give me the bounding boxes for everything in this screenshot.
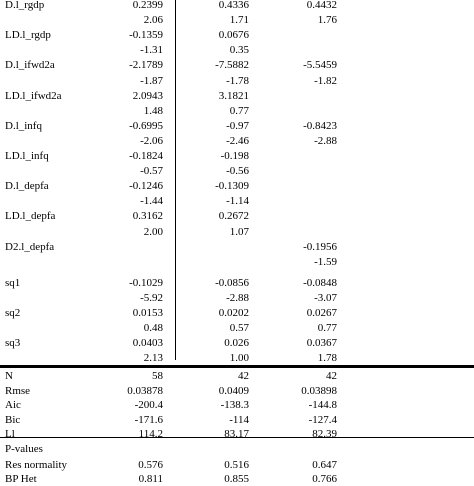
row-label: sq1: [5, 276, 21, 289]
cell-col3: 0.647: [312, 459, 337, 471]
table-row: [0, 0, 474, 12]
cell-col3: 0.766: [312, 473, 337, 485]
table-row: [0, 28, 474, 42]
row-label: Bic: [5, 413, 21, 426]
table-row: [0, 119, 474, 133]
row-label: LD.l_infq: [5, 150, 49, 162]
cell-col3: -127.4: [308, 413, 337, 426]
cell-col1: 0.2399: [132, 0, 163, 11]
table-row-tstat: [0, 291, 474, 305]
cell-col1: 2.06: [143, 14, 163, 27]
cell-col1: -2.06: [140, 134, 163, 147]
cell-col2: -1.14: [226, 195, 249, 208]
table-row-tstat: [0, 43, 474, 57]
cell-col1: -2.1789: [129, 59, 163, 72]
cell-col2: 0.57: [229, 322, 249, 335]
cell-col2: 3.1821: [218, 89, 249, 102]
cell-col1: 114.2: [138, 428, 163, 441]
cell-col1: 0.0153: [132, 307, 163, 319]
cell-col2: 0.4336: [218, 0, 249, 11]
cell-col3: -0.0848: [303, 276, 337, 289]
cell-col1: -0.1029: [129, 276, 163, 289]
table-row-tstat: [0, 13, 474, 27]
cell-col3: 0.77: [317, 322, 337, 335]
table-row-tstat: [0, 194, 474, 208]
cell-col3: 0.0367: [306, 337, 337, 350]
cell-col2: -1.78: [226, 74, 249, 87]
cell-col2: -2.88: [226, 291, 249, 304]
cell-col2: 0.35: [229, 44, 249, 57]
table-row: [0, 306, 474, 320]
cell-col2: 1.00: [229, 352, 249, 365]
table-row: [0, 209, 474, 223]
table-row: [0, 179, 474, 193]
cell-col1: 2.00: [143, 225, 163, 238]
cell-col1: 0.0403: [132, 337, 163, 350]
row-label: D.l_infq: [5, 119, 42, 132]
cell-col1: -5.92: [140, 291, 163, 304]
cell-col1: -0.6995: [129, 119, 163, 132]
row-label: Aic: [5, 399, 21, 412]
table-row: [0, 427, 474, 441]
cell-col1: -1.87: [140, 74, 163, 87]
cell-col2: 42: [238, 370, 249, 382]
row-label: LD.l_depfa: [5, 210, 56, 223]
cell-col1: -0.57: [140, 165, 163, 178]
cell-col2: -7.5882: [215, 59, 249, 72]
table-row: [0, 413, 474, 427]
table-row: [0, 89, 474, 103]
row-label: N: [5, 370, 13, 382]
table-row: [0, 458, 474, 472]
row-label: BP Het: [5, 473, 37, 485]
cell-col1: 2.13: [143, 352, 163, 365]
cell-col2: 1.71: [229, 14, 249, 27]
cell-col3: 82.39: [312, 428, 337, 441]
row-label: D.l_depfa: [5, 180, 49, 193]
cell-col1: 1.48: [143, 104, 163, 117]
row-label: sq3: [5, 337, 21, 350]
cell-col1: 0.576: [138, 459, 163, 471]
row-label: Ll: [5, 428, 15, 441]
cell-col2: 0.0202: [218, 307, 249, 319]
table-row: [0, 240, 474, 254]
cell-col2: -114: [229, 413, 249, 426]
table-row-tstat: [0, 134, 474, 148]
cell-col1: 0.3162: [132, 210, 163, 223]
cell-col3: -1.59: [314, 255, 337, 268]
table-row-tstat: [0, 104, 474, 118]
cell-col2: -0.198: [220, 150, 249, 162]
cell-col1: 2.0943: [132, 89, 163, 102]
cell-col3: -144.8: [308, 399, 337, 412]
cell-col1: -1.31: [140, 44, 163, 57]
row-label: Rmse: [5, 384, 31, 397]
cell-col1: -0.1246: [129, 180, 163, 193]
cell-col2: -0.1309: [215, 180, 249, 193]
table-row-tstat: [0, 255, 474, 269]
table-row-tstat: [0, 321, 474, 335]
cell-col2: 0.026: [224, 337, 249, 350]
cell-col3: -0.1956: [303, 240, 337, 253]
thick-rule: [0, 365, 474, 368]
table-row: [0, 398, 474, 412]
table-row-tstat: [0, 351, 474, 365]
cell-col1: -1.44: [140, 195, 163, 208]
cell-col2: 0.0409: [218, 384, 249, 397]
cell-col1: 0.811: [138, 473, 163, 485]
row-label: LD.l_rgdp: [5, 29, 51, 42]
row-label: LD.l_ifwd2a: [5, 89, 62, 102]
cell-col3: -2.88: [314, 134, 337, 147]
table-row: [0, 276, 474, 290]
cell-col3: -3.07: [314, 291, 337, 304]
table-row: [0, 472, 474, 486]
cell-col2: -2.46: [226, 134, 249, 147]
cell-col2: 0.855: [224, 473, 249, 485]
cell-col2: 0.0676: [218, 29, 249, 42]
table-row: [0, 442, 474, 456]
cell-col2: 0.516: [224, 459, 249, 471]
table-row: [0, 58, 474, 72]
cell-col3: 42: [326, 370, 337, 382]
cell-col2: 0.2672: [218, 210, 249, 223]
table-row: [0, 336, 474, 350]
table-row: [0, 384, 474, 398]
table-row-tstat: [0, 74, 474, 88]
cell-col1: -171.6: [134, 413, 163, 426]
cell-col3: 0.4432: [306, 0, 337, 11]
cell-col1: -0.1359: [129, 29, 163, 42]
row-label: D.l_ifwd2a: [5, 59, 55, 72]
cell-col3: -0.8423: [303, 119, 337, 132]
cell-col3: -1.82: [314, 74, 337, 87]
row-label: D2.l_depfa: [5, 240, 55, 253]
cell-col1: -0.1824: [129, 150, 163, 162]
cell-col1: -200.4: [134, 399, 163, 412]
table-row: [0, 369, 474, 383]
row-label: sq2: [5, 307, 21, 319]
cell-col2: -138.3: [220, 399, 249, 412]
cell-col2: -0.97: [226, 119, 249, 132]
cell-col1: 0.48: [143, 322, 163, 335]
cell-col3: 0.0267: [306, 307, 337, 319]
table-row-tstat: [0, 225, 474, 239]
row-label: P-values: [5, 443, 43, 455]
cell-col2: -0.56: [226, 165, 249, 178]
cell-col2: 0.77: [229, 104, 249, 117]
table-row-tstat: [0, 164, 474, 178]
cell-col3: 1.78: [317, 352, 337, 365]
table-row: [0, 149, 474, 163]
cell-col3: 0.03898: [301, 384, 337, 397]
cell-col3: -5.5459: [303, 59, 337, 72]
cell-col1: 0.03878: [127, 384, 163, 397]
row-label: Res normality: [5, 459, 68, 471]
cell-col1: 58: [152, 370, 163, 382]
cell-col2: 1.07: [229, 225, 249, 238]
cell-col3: 1.76: [317, 14, 337, 27]
row-label: D.l_rgdp: [5, 0, 45, 11]
cell-col2: 83.17: [224, 428, 249, 441]
cell-col2: -0.0856: [215, 276, 249, 289]
